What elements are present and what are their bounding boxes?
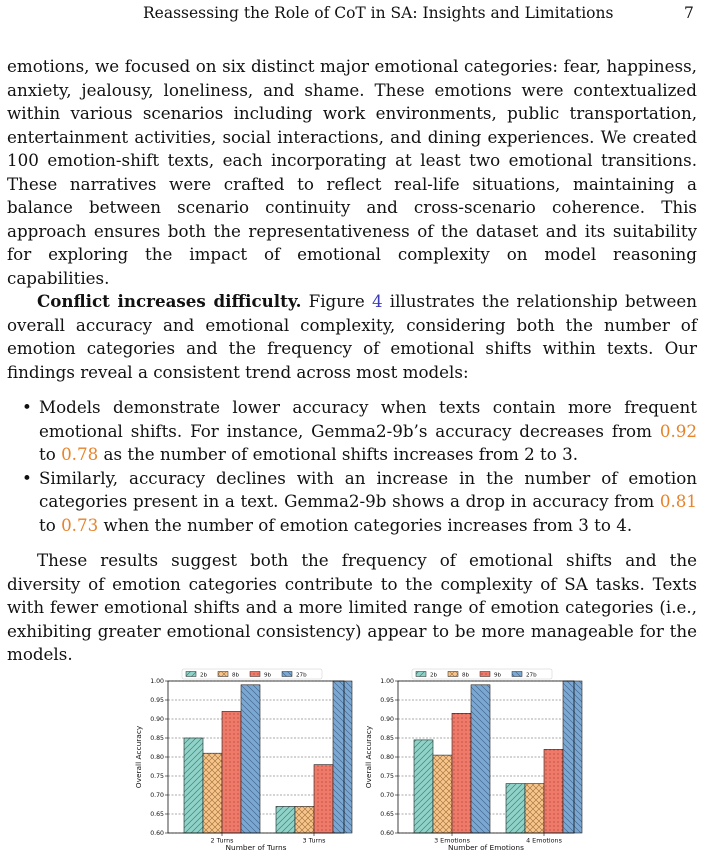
bullet-text: Similarly, accuracy declines with an increase in the number of emotion categories present in a text. Gemma2-9b shows a drop in accuracy from xyxy=(39,467,697,511)
legend-swatch-8b xyxy=(218,672,228,677)
bar-8b xyxy=(295,806,314,833)
list-item xyxy=(39,396,697,467)
legend-label: 27b xyxy=(296,672,307,679)
legend-swatch-9b xyxy=(250,672,260,677)
running-header xyxy=(0,2,704,26)
legend-swatch-2b xyxy=(186,672,196,677)
figure-svg xyxy=(128,668,588,860)
bar-9b xyxy=(222,711,241,833)
body-text xyxy=(7,55,697,667)
legend-label: 27b xyxy=(526,672,537,679)
bar-2b xyxy=(506,784,525,833)
y-tick-label: 0.65 xyxy=(380,811,394,819)
legend-swatch-27b xyxy=(512,672,522,677)
bullet-text: when the number of emotion categories increases from 3 to 4. xyxy=(98,514,633,535)
bar-8b xyxy=(203,753,222,833)
legend-swatch-9b xyxy=(480,672,490,677)
bullet-text: as the number of emotional shifts increases from 2 to 3. xyxy=(98,444,579,464)
bar-27b xyxy=(241,685,260,833)
paragraph-2-text-b: illustrates the relationship between overall accuracy and emotional complexity, considering both the number of emotion categories and the frequency of emotional shifts within texts. Our findings reveal a consistent trend across most models: xyxy=(7,291,697,382)
bar-9b xyxy=(544,749,563,833)
bar-9b xyxy=(314,765,333,833)
x-axis-label: Number of Turns xyxy=(225,843,287,852)
legend-label: 9b xyxy=(494,672,502,679)
highlight-value: 0.81 xyxy=(659,491,697,511)
figure-ref-link[interactable]: 4 xyxy=(371,291,383,311)
highlight-value: 0.73 xyxy=(61,514,99,535)
bar-27b xyxy=(563,681,582,833)
y-tick-label: 0.90 xyxy=(380,716,394,724)
paragraph-1: emotions, we focused on six distinct major emotional categories: fear, happiness, anxiety, jealousy, loneliness, and shame. These emotions were contextualized within various scenarios including work environments, public transportation, entertainment activities, social interactions, and dining experiences. We created 100 emotion-shift texts, each incorporating at least two emotional transitions. These narratives were crafted to reflect real-life situations, maintaining a balance between scenario continuity and cross-scenario coherence. This approach ensures both the representativeness of the dataset and its suitability for exploring the impact of emotional complexity on model reasoning capabilities. xyxy=(7,56,697,288)
paragraph-3: These results suggest both the frequency of emotional shifts and the diversity of emotion categories contribute to the complexity of SA tasks. Texts with fewer emotional shifts and a more limited range of emotion categories (i.e., exhibiting greater emotional consistency) appear to be more manageable for the models. xyxy=(7,550,697,664)
y-tick-label: 0.85 xyxy=(150,735,164,743)
y-tick-label: 0.95 xyxy=(380,697,394,705)
y-tick-label: 0.90 xyxy=(150,716,164,724)
x-tick-label: 2 Turns xyxy=(210,836,234,845)
y-tick-label: 0.75 xyxy=(150,773,164,781)
bar-8b xyxy=(433,755,452,833)
page-number: 7 xyxy=(684,4,694,22)
bar-8b xyxy=(525,784,544,833)
paragraph-2 xyxy=(7,290,697,384)
bar-2b xyxy=(414,740,433,833)
paragraph-heading: Conflict increases difficulty. xyxy=(37,291,302,311)
x-axis-label: Number of Emotions xyxy=(448,843,524,852)
y-tick-label: 0.85 xyxy=(380,735,394,743)
y-tick-label: 0.70 xyxy=(380,792,394,800)
legend-swatch-2b xyxy=(416,672,426,677)
legend-label: 2b xyxy=(430,672,438,679)
y-tick-label: 0.80 xyxy=(150,754,164,762)
bullet-list xyxy=(7,396,697,537)
bar-27b xyxy=(471,685,490,833)
y-tick-label: 0.60 xyxy=(150,830,164,838)
bullet-text: Models demonstrate lower accuracy when texts contain more frequent emotional shifts. For instance, Gemma2-9b’s accuracy decreases from xyxy=(39,397,697,441)
running-title: Reassessing the Role of CoT in SA: Insights and Limitations xyxy=(143,4,614,22)
bar-2b xyxy=(184,738,203,833)
y-tick-label: 0.70 xyxy=(150,792,164,800)
bar-27b xyxy=(333,681,352,833)
bullet-text: to xyxy=(39,514,62,535)
y-axis-label: Overall Accuracy xyxy=(134,725,143,789)
y-tick-label: 1.00 xyxy=(150,678,164,686)
legend-label: 8b xyxy=(232,672,240,679)
bullet-text: to xyxy=(39,444,62,464)
y-tick-label: 0.60 xyxy=(380,830,394,838)
y-tick-label: 1.00 xyxy=(380,678,394,686)
bar-2b xyxy=(276,806,295,833)
y-tick-label: 0.95 xyxy=(150,697,164,705)
y-tick-label: 0.75 xyxy=(380,773,394,781)
legend-label: 9b xyxy=(264,672,272,679)
y-axis-label: Overall Accuracy xyxy=(364,725,373,789)
paragraph-2-text-a: Figure xyxy=(301,291,372,311)
bar-9b xyxy=(452,713,471,833)
x-tick-label: 3 Emotions xyxy=(434,836,470,845)
highlight-value: 0.78 xyxy=(61,444,99,464)
y-tick-label: 0.65 xyxy=(150,811,164,819)
y-tick-label: 0.80 xyxy=(380,754,394,762)
highlight-value: 0.92 xyxy=(659,420,697,441)
legend-swatch-8b xyxy=(448,672,458,677)
x-tick-label: 4 Emotions xyxy=(526,836,562,845)
legend-swatch-27b xyxy=(282,672,292,677)
x-tick-label: 3 Turns xyxy=(302,836,326,845)
legend-label: 2b xyxy=(200,672,208,679)
list-item xyxy=(39,467,697,538)
legend-label: 8b xyxy=(462,672,470,679)
figure-4 xyxy=(128,668,588,860)
